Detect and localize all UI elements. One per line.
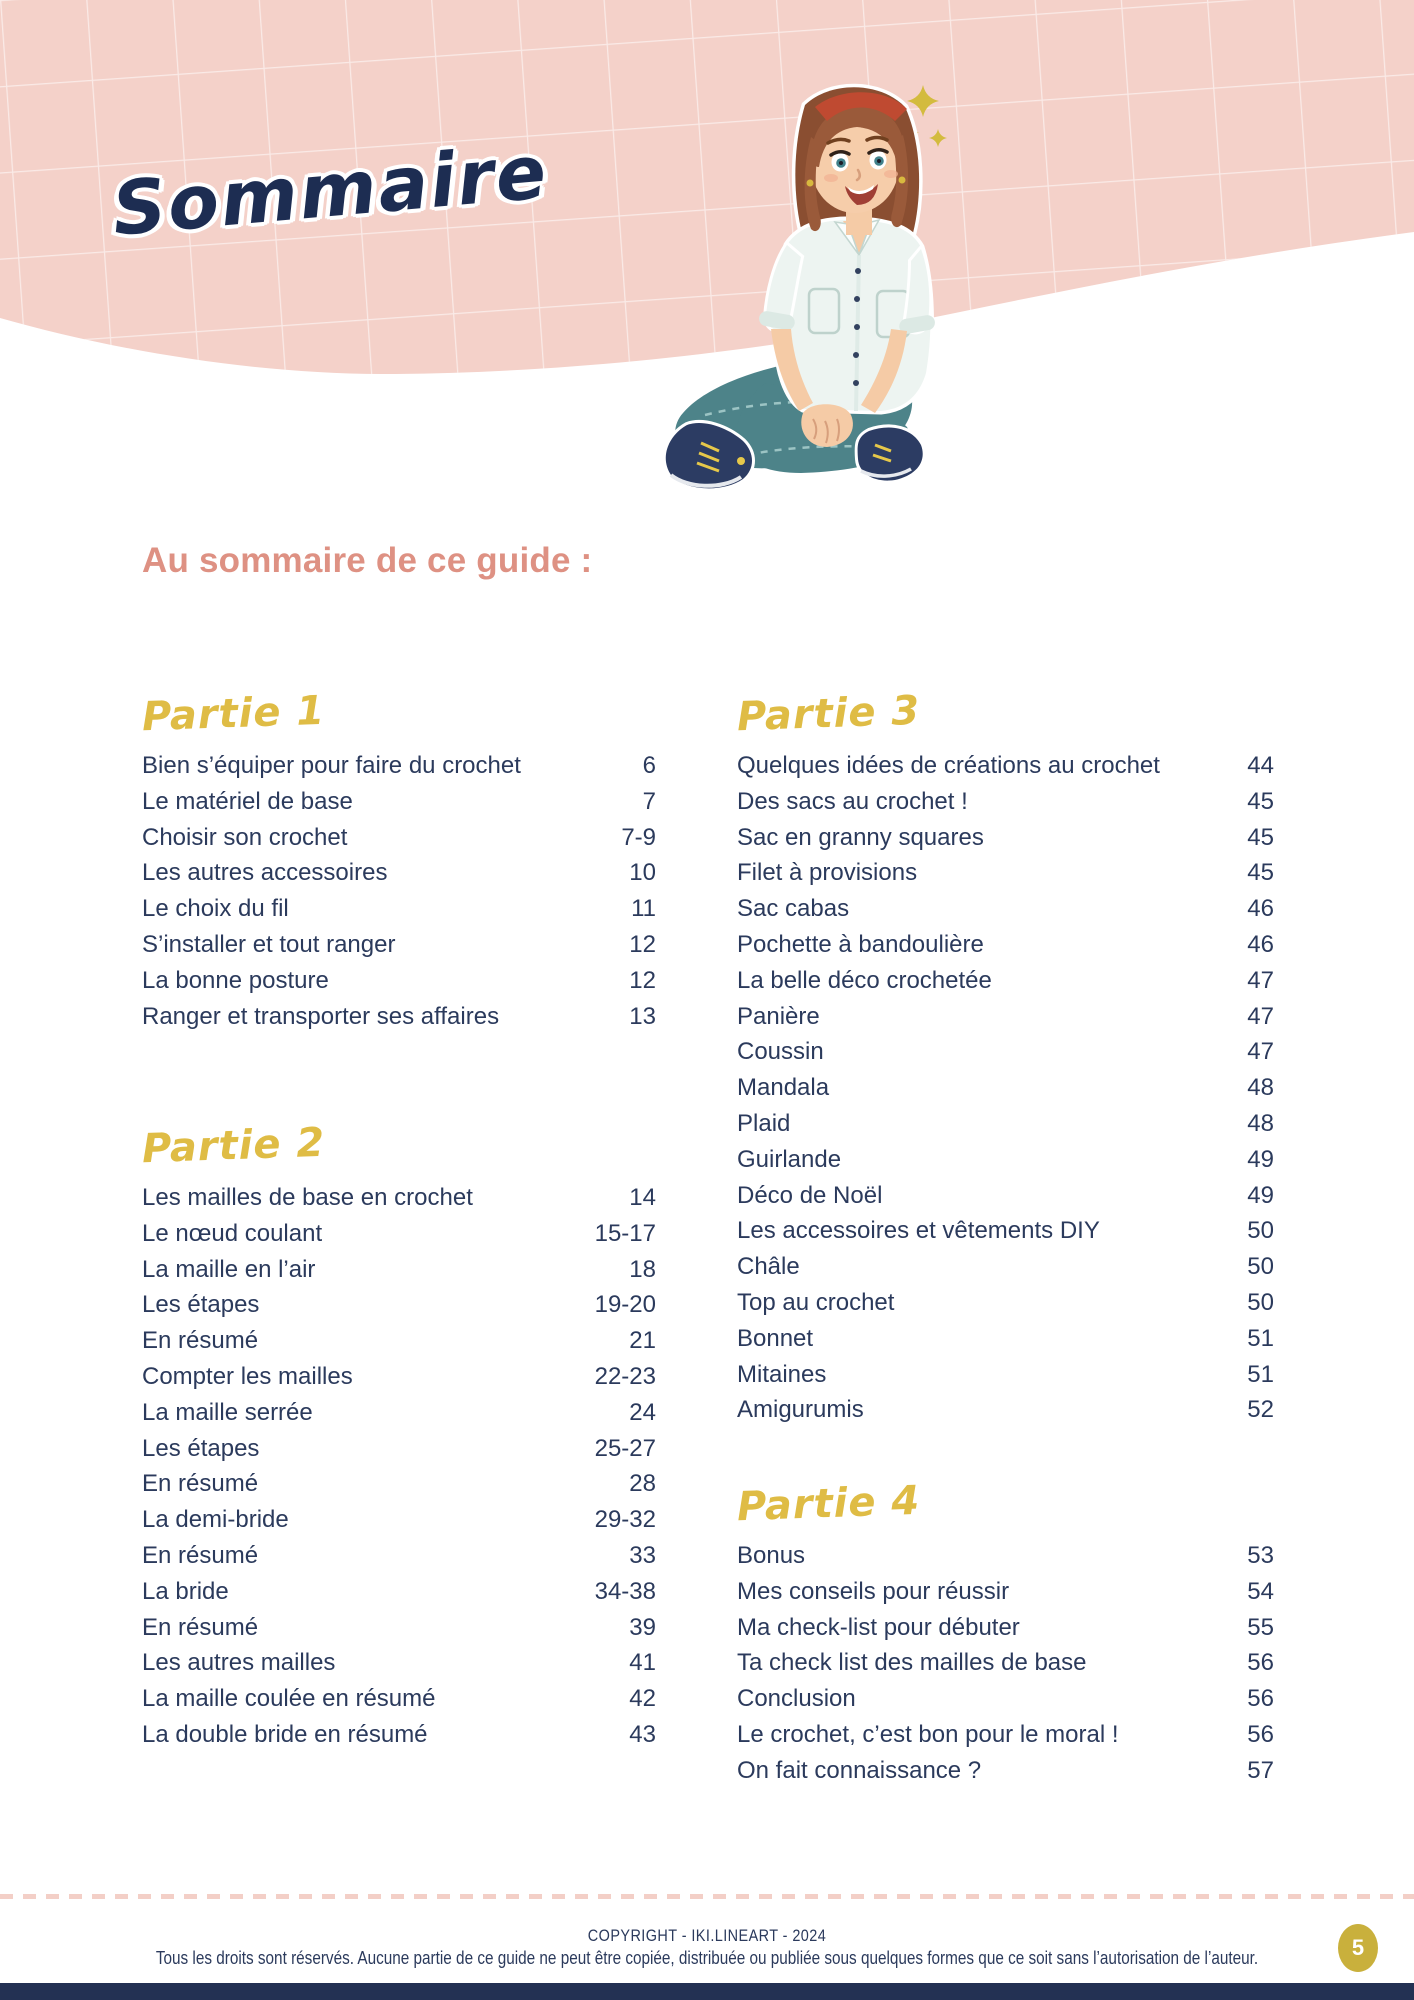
toc-item-label: Mitaines (737, 1360, 827, 1388)
toc-item-label: Les autres mailles (142, 1649, 336, 1677)
toc-item-label: Amigurumis (737, 1396, 864, 1424)
section-heading: Partie 3 (736, 687, 921, 741)
toc-row (142, 1645, 656, 1681)
toc-row (737, 1645, 1274, 1681)
earring-icon (807, 180, 814, 187)
toc-item-label: Choisir son crochet (142, 823, 348, 851)
toc-row (737, 1034, 1274, 1070)
toc-item-page: 34-38 (594, 1577, 656, 1605)
toc-item-page: 19-20 (594, 1291, 656, 1319)
section-heading: Partie 4 (736, 1477, 921, 1531)
toc-item-label: La bride (142, 1577, 229, 1605)
toc-row (142, 748, 656, 784)
toc-row (737, 1321, 1274, 1357)
toc-item-label: La belle déco crochetée (737, 966, 992, 994)
toc-item-page: 50 (1247, 1217, 1274, 1245)
toc-row (142, 784, 656, 820)
subtitle: Au sommaire de ce guide : (142, 541, 593, 580)
toc-item-page: 49 (1247, 1145, 1274, 1173)
toc-item-label: Ranger et transporter ses affaires (142, 1002, 500, 1030)
toc-item-label: La double bride en résumé (142, 1720, 428, 1748)
toc-item-label: Les étapes (142, 1291, 260, 1319)
toc-row (142, 1252, 656, 1288)
toc-list (737, 748, 1274, 1428)
toc-row (737, 927, 1274, 963)
dashed-divider (0, 1894, 1414, 1899)
toc-item-label: Bonnet (737, 1324, 814, 1352)
toc-row (142, 1538, 656, 1574)
toc-item-label: Le choix du fil (142, 895, 289, 923)
page-title: Sommaire (109, 129, 552, 253)
toc-item-label: Les mailles de base en crochet (142, 1184, 473, 1211)
toc-item-page: 48 (1247, 1074, 1274, 1102)
toc-item-page: 47 (1247, 1038, 1274, 1066)
toc-item-label: Sac en granny squares (737, 823, 984, 851)
toc-row (142, 927, 656, 963)
toc-row (737, 1538, 1274, 1574)
toc-item-page: 41 (629, 1649, 656, 1677)
toc-item-page: 52 (1247, 1396, 1274, 1424)
toc-item-label: En résumé (142, 1470, 259, 1498)
toc-row (737, 1717, 1274, 1753)
section-partie-4 (736, 1477, 1274, 1789)
toc-item-label: Les accessoires et vêtements DIY (737, 1217, 1100, 1245)
toc-row (142, 891, 656, 927)
toc-item-label: Bien s’équiper pour faire du crochet (142, 752, 521, 779)
toc-item-page: 11 (631, 895, 656, 923)
toc-row (142, 1216, 656, 1252)
section-partie-1 (141, 687, 656, 1034)
toc-item-label: La maille coulée en résumé (142, 1685, 436, 1713)
toc-item-page: 55 (1247, 1613, 1274, 1641)
toc-item-page: 22-23 (594, 1362, 656, 1390)
toc-item-page: 48 (1247, 1109, 1274, 1137)
toc-row (142, 820, 656, 856)
toc-row (142, 1180, 656, 1216)
toc-item-label: Le nœud coulant (142, 1219, 323, 1247)
toc-row (142, 1681, 656, 1717)
toc-list (142, 748, 656, 1034)
toc-row (737, 1070, 1274, 1106)
toc-item-page: 56 (1247, 1685, 1274, 1713)
section-partie-2 (141, 1119, 656, 1753)
toc-row (142, 1502, 656, 1538)
toc-row (142, 1466, 656, 1502)
toc-item-label: Ta check list des mailles de base (737, 1649, 1087, 1677)
toc-row (142, 1610, 656, 1646)
toc-item-page: 46 (1247, 930, 1274, 958)
toc-item-label: Plaid (737, 1109, 791, 1137)
toc-item-page: 6 (642, 752, 656, 779)
toc-item-page: 51 (1247, 1324, 1274, 1352)
toc-row (737, 1681, 1274, 1717)
toc-item-page: 54 (1247, 1577, 1274, 1605)
toc-row (737, 1285, 1274, 1321)
toc-item-label: Panière (737, 1002, 820, 1030)
toc-item-page: 47 (1247, 966, 1274, 994)
toc-row (142, 1717, 656, 1753)
toc-row (737, 1392, 1274, 1428)
toc-item-page: 45 (1247, 823, 1274, 851)
section-heading: Partie 2 (141, 1119, 326, 1173)
toc-item-page: 21 (629, 1327, 656, 1355)
toc-item-label: Le matériel de base (142, 787, 353, 815)
toc-item-page: 15-17 (594, 1219, 656, 1247)
toc-row (737, 820, 1274, 856)
toc-item-label: Les étapes (142, 1434, 260, 1462)
toc-item-page: 53 (1247, 1542, 1274, 1569)
mascot-illustration (645, 75, 935, 515)
toc-row (142, 1359, 656, 1395)
toc-item-page: 24 (629, 1398, 656, 1426)
toc-item-page: 56 (1247, 1720, 1274, 1748)
toc-item-page: 56 (1247, 1649, 1274, 1677)
toc-item-label: En résumé (142, 1541, 259, 1569)
toc-item-label: Mes conseils pour réussir (737, 1577, 1010, 1605)
toc-item-label: Pochette à bandoulière (737, 930, 984, 958)
toc-row (142, 963, 656, 999)
toc-row (142, 1431, 656, 1467)
toc-row (737, 1610, 1274, 1646)
toc-item-label: Des sacs au crochet ! (737, 787, 968, 815)
toc-item-page: 29-32 (594, 1506, 656, 1534)
toc-row (737, 1106, 1274, 1142)
toc-row (142, 1395, 656, 1431)
toc-item-page: 47 (1247, 1002, 1274, 1030)
toc-row (737, 963, 1274, 999)
toc-item-label: Mandala (737, 1074, 830, 1102)
toc-item-page: 12 (629, 966, 656, 994)
toc-item-page: 10 (629, 859, 656, 887)
toc-item-label: Coussin (737, 1038, 824, 1066)
toc-item-label: Top au crochet (737, 1288, 895, 1316)
toc-item-page: 50 (1247, 1288, 1274, 1316)
toc-item-label: Quelques idées de créations au crochet (737, 752, 1160, 779)
section-heading: Partie 1 (141, 687, 326, 741)
toc-item-page: 45 (1247, 859, 1274, 887)
toc-item-page: 51 (1247, 1360, 1274, 1388)
toc-row (142, 1287, 656, 1323)
toc-row (737, 855, 1274, 891)
footer-rights: Tous les droits sont réservés. Aucune partie de ce guide ne peut être copiée, distribuée ou publiée sous quelques formes que ce soit sans l’autorisation de l’auteur. (155, 1948, 1259, 1968)
toc-row (142, 855, 656, 891)
toc-item-page: 57 (1247, 1756, 1274, 1784)
toc-row (737, 1213, 1274, 1249)
earring-icon (899, 177, 906, 184)
toc-item-page: 44 (1247, 752, 1274, 779)
toc-item-label: Bonus (737, 1542, 806, 1569)
toc-item-label: La demi-bride (142, 1506, 289, 1534)
toc-item-page: 50 (1247, 1253, 1274, 1281)
toc-item-page: 42 (629, 1685, 656, 1713)
toc-row (737, 1178, 1274, 1214)
toc-item-label: Compter les mailles (142, 1362, 353, 1390)
toc-item-label: La maille en l’air (142, 1255, 316, 1283)
toc-item-label: On fait connaissance ? (737, 1756, 982, 1784)
toc-item-page: 43 (629, 1720, 656, 1748)
toc-row (142, 999, 656, 1035)
toc-item-page: 12 (629, 930, 656, 958)
toc-item-page: 18 (629, 1255, 656, 1283)
toc-item-page: 39 (629, 1613, 656, 1641)
toc-item-page: 33 (629, 1541, 656, 1569)
toc-item-label: Ma check-list pour débuter (737, 1613, 1020, 1641)
toc-item-label: En résumé (142, 1613, 259, 1641)
toc-item-label: Conclusion (737, 1685, 856, 1713)
toc-item-page: 7 (642, 787, 656, 815)
toc-item-page: 49 (1247, 1181, 1274, 1209)
toc-item-label: En résumé (142, 1327, 259, 1355)
toc-list (737, 1538, 1274, 1789)
toc-item-label: Les autres accessoires (142, 859, 388, 887)
toc-item-page: 13 (629, 1002, 656, 1030)
toc-item-label: Filet à provisions (737, 859, 918, 887)
section-partie-3 (736, 687, 1274, 1428)
toc-item-label: La maille serrée (142, 1398, 313, 1426)
toc-row (737, 1249, 1274, 1285)
toc-item-page: 46 (1247, 895, 1274, 923)
toc-row (737, 1574, 1274, 1610)
toc-row (737, 1753, 1274, 1789)
toc-list (142, 1180, 656, 1753)
bottom-bar (0, 1983, 1414, 2000)
toc-row (142, 1574, 656, 1610)
toc-item-page: 28 (629, 1470, 656, 1498)
toc-row (737, 1357, 1274, 1393)
toc-item-label: Le crochet, c’est bon pour le moral ! (737, 1720, 1119, 1748)
toc-item-label: S’installer et tout ranger (142, 930, 396, 958)
page-number-badge: 5 (1338, 1924, 1378, 1972)
toc-row (737, 999, 1274, 1035)
toc-row (737, 748, 1274, 784)
toc-row (737, 891, 1274, 927)
footer-copyright: COPYRIGHT - IKI.LINEART - 2024 (587, 1926, 827, 1945)
toc-item-page: 7-9 (621, 823, 656, 851)
toc-item-label: Guirlande (737, 1145, 842, 1173)
toc-item-label: La bonne posture (142, 966, 329, 994)
toc-item-page: 25-27 (594, 1434, 656, 1462)
toc-row (737, 784, 1274, 820)
toc-row (737, 1142, 1274, 1178)
toc-row (142, 1323, 656, 1359)
toc-item-label: Déco de Noël (737, 1181, 883, 1209)
toc-item-label: Sac cabas (737, 895, 850, 923)
toc-item-page: 14 (629, 1184, 656, 1211)
toc-item-label: Châle (737, 1253, 800, 1281)
toc-item-page: 45 (1247, 787, 1274, 815)
